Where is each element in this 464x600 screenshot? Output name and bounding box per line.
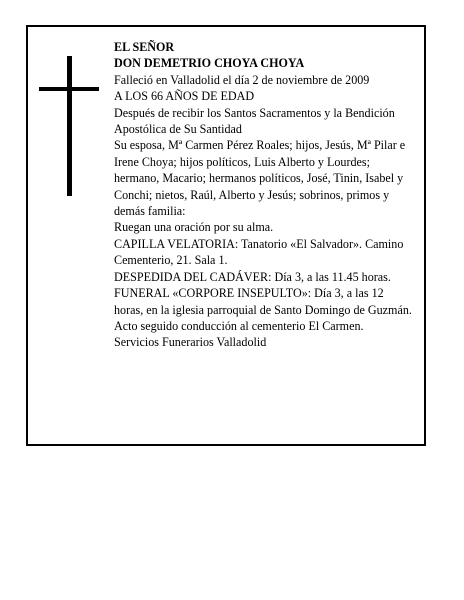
death-date-line: Falleció en Valladolid el día 2 de noviembre de 2009 [114,72,370,87]
cross-vertical-bar [67,56,72,196]
notice-title: EL SEÑOR [114,40,175,54]
farewell-paragraph: DESPEDIDA DEL CADÁVER: Día 3, a las 11.45 horas. [114,269,391,284]
cross-icon [39,56,99,196]
sacraments-paragraph: Después de recibir los Santos Sacramentos y la Bendición Apostólica de Su Santidad [114,105,395,137]
deceased-name: DON DEMETRIO CHOYA CHOYA [114,56,305,71]
cross-horizontal-bar [39,87,99,91]
funeral-services-line: Servicios Funerarios Valladolid [114,335,267,350]
age-line: A LOS 66 AÑOS DE EDAD [114,89,255,104]
notice-text [114,39,412,351]
funeral-paragraph: FUNERAL «CORPORE INSEPULTO»: Día 3, a las 12 horas, en la iglesia parroquial de Santo Domingo de Guzmán. Acto seguido conducción al cementerio El Carmen. [114,286,412,333]
obituary-notice [26,25,426,446]
prayer-line: Ruegan una oración por su alma. [114,220,274,235]
family-paragraph: Su esposa, Mª Carmen Pérez Roales; hijos, Jesús, Mª Pilar e Irene Choya; hijos políticos, Luis Alberto y Lourdes; hermano, Macario; hermanos políticos, José, Tinin, Isabel y Conchi; nietos, Raúl, Alberto y Jesús; sobrinos, primos y demás familia: [114,138,406,219]
chapel-paragraph: CAPILLA VELATORIA: Tanatorio «El Salvador». Camino Cementerio, 21. Sala 1. [114,236,404,268]
